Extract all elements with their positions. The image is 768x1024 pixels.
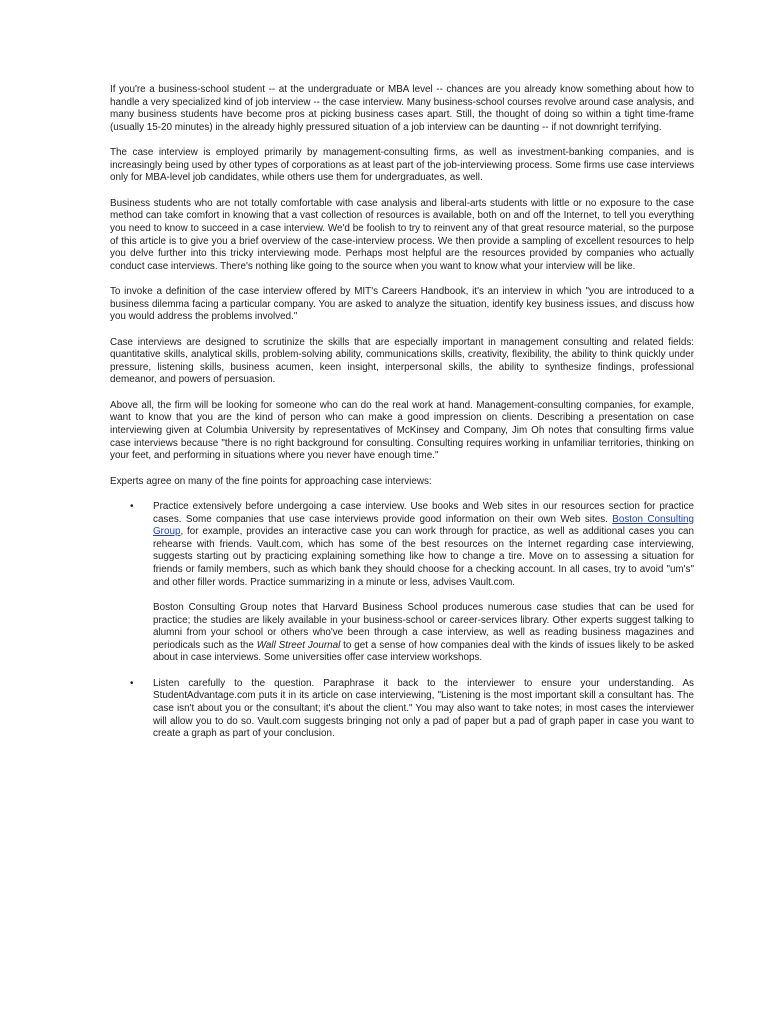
bullet1-paragraph2 xyxy=(153,602,694,665)
list-item xyxy=(110,501,694,665)
paragraph-experts-intro: Experts agree on many of the fine points for approaching case interviews: xyxy=(110,475,432,487)
bullet-icon: • xyxy=(130,501,134,513)
bullet1-text-before-link: Practice extensively before undergoing a case interview. Use books and Web sites in our resources section for practice cases. Some companies that use case interviews provide good information on their own Web sites. xyxy=(153,501,694,525)
paragraph-skills: Case interviews are designed to scrutinize the skills that are especially important in management consulting and related fields: quantitative skills, analytical skills, problem-solving ability, communications skills, creativity, flexibility, the ability to think quickly under pressure, listening skills, business acumen, keen insight, interpersonal skills, the ability to synthesize findings, professional demeanor, and powers of persuasion. xyxy=(110,336,694,386)
bullet1-paragraph1 xyxy=(153,501,694,589)
paragraph-employers: The case interview is employed primarily by management-consulting firms, as well as investment-banking companies, and is increasingly being used by other types of corporations as at least part of the job-interviewing process. Some firms use case interviews only for MBA-level job candidates, while others use them for undergraduates, as well. xyxy=(110,147,695,184)
tips-list xyxy=(110,501,694,741)
bullet2-paragraph: Listen carefully to the question. Paraphrase it back to the interviewer to ensure your understanding. As StudentAdvantage.com puts it in its article on case interviewing, "Listening is the most important skill a consultant has. The case isn't about you or the consultant; it's about the client." You may also want to take notes; in most cases the interviewer will allow you to do so. Vault.com suggests bringing not only a pad of paper but a pad of graph paper in case you want to create a graph as part of your conclusion. xyxy=(153,677,694,740)
boston-consulting-group-link[interactable]: Boston Consulting Group xyxy=(153,513,694,538)
bullet1-text-after-emphasis: to get a sense of how companies deal with the kinds of issues likely to be asked about in case interviews. Some universities offer case interview workshops. xyxy=(153,639,694,664)
document-page xyxy=(110,84,694,754)
paragraph-intro: If you're a business-school student -- at the undergraduate or MBA level -- chances are you already know something about how to handle a very specialized kind of job interview -- the case interview. Many business-school courses revolve around case analysis, and many business students have become pros at picking business cases apart. Still, the thought of doing so within a tight time-frame (usually 15-20 minutes) in the already highly pressured situation of a job interview can be daunting -- if not downright terrifying. xyxy=(110,84,694,133)
paragraph-real-work: Above all, the firm will be looking for someone who can do the real work at hand. Management-consulting companies, for example, want to know that you are the kind of person who can make a good impression on clients. Describing a presentation on case interviewing given at Columbia University by representatives of McKinsey and Company, Jim Oh notes that consulting firms value case interviews because "there is no right background for consulting. Consulting requires working in unfamiliar territories, thinking on your feet, and performing in situations where you never have enough time." xyxy=(110,399,694,462)
bullet-icon: • xyxy=(130,677,134,689)
list-item xyxy=(110,678,694,741)
paragraph-resources: Business students who are not totally comfortable with case analysis and liberal-arts students with little or no exposure to the case method can take comfort in knowing that a vast collection of resources is available, both on and off the Internet, to tell you everything you need to know to succeed in a case interview. We'd be foolish to try to reinvent any of that great resource material, so the purpose of this article is to give you a brief overview of the case-interview process. We then provide a sampling of excellent resources to help you delve further into this tricky interviewing mode. Perhaps most helpful are the resources provided by companies who actually conduct case interviews. There's nothing like going to the source when you want to know what your interview will be like. xyxy=(110,197,694,272)
paragraph-definition: To invoke a definition of the case interview offered by MIT's Careers Handbook, it's an interview in which "you are introduced to a business dilemma facing a particular company. You are asked to analyze the situation, identify key business issues, and discuss how you would address the problems involved." xyxy=(110,286,694,323)
wall-street-journal-title: Wall Street Journal xyxy=(256,639,341,651)
bullet1-text-after-link: , for example, provides an interactive case you can work through for practice, as well as additional cases you can rehearse with friends. Vault.com, which has some of the best resources on the Internet regarding case interviewing, suggests starting out by practicing explaining something like how to change a tire. Move on to assessing a situation for friends or family members, such as which bank they should choose for a checking account. In all cases, try to avoid "um's" and other filler words. Practice summarizing in a minute or less, advises Vault.com. xyxy=(153,526,694,588)
bullet1-text-before-emphasis: Boston Consulting Group notes that Harvard Business School produces numerous case studies that can be used for practice; the studies are likely available in your business-school or career-services library. Other experts suggest talking to alumni from your school or others who've been through a case interview, as well as reading business magazines and periodicals such as the xyxy=(153,601,694,651)
